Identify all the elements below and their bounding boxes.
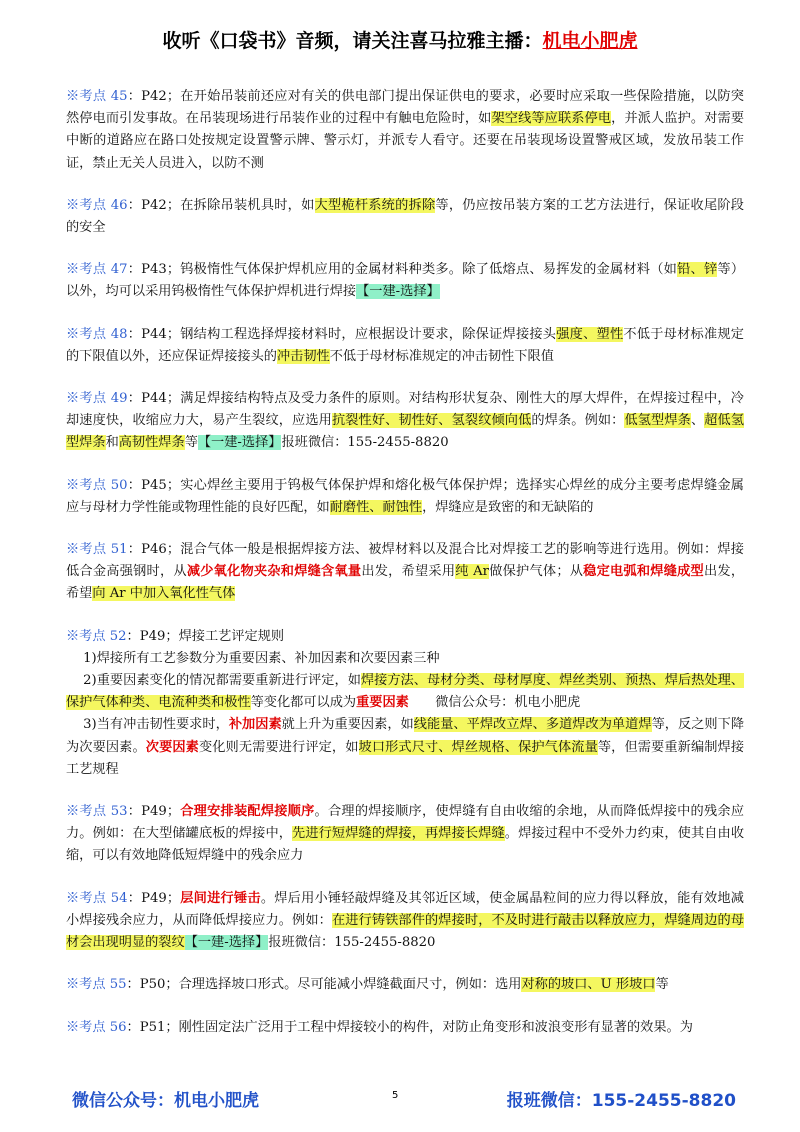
point-text: 1)焊接所有工艺参数分为重要因素、补加因素和次要因素三种 [83,650,440,666]
point-text: ：P44；钢结构工程选择焊接材料时，应根据设计要求，除保证焊接接头 [127,326,557,342]
point-text: ：P45；实心焊丝主要用于钨极气体保护焊和熔化极气体保护焊；选择实心焊丝的成分主要考虑焊缝金属应与母材力学性能或物理性能的良好匹配，如 [66,477,744,515]
exam-tag: 【一建-选择】 [184,935,269,951]
point-text: ：P42；在拆除吊装机具时，如 [127,197,315,213]
point-tag: ※考点 52 [66,628,127,644]
point-49 [66,388,744,455]
point-tag: ※考点 48 [66,326,128,342]
point-46 [66,195,744,239]
point-text: 等，但需要重新编制焊接工艺规程 [66,739,745,777]
highlight: 强度、塑性 [556,326,624,342]
content [66,86,744,1039]
red-emphasis: 补加因素 [228,717,282,733]
point-text: ：P43；钨极惰性气体保护焊机应用的金属材料种类多。除了低熔点、易挥发的金属材料（如 [127,262,678,278]
red-emphasis: 重要因素 [356,695,409,711]
point-tag: ※考点 51 [66,542,128,558]
red-emphasis: 次要因素 [145,739,199,755]
point-text: 和 [105,435,119,451]
point-tag: ※考点 47 [66,262,128,278]
point-text: 做保护气体；从 [488,564,584,580]
highlight: 架空线等应联系停电 [491,111,612,127]
point-text: 等 [184,435,198,451]
footer-wechat-account: 微信公众号：机电小肥虎 [72,1091,259,1111]
red-emphasis: 合理安排装配焊接顺序 [180,804,315,820]
header-title: 收听《口袋书》音频，请关注喜马拉雅主播： [162,30,543,52]
header-anchor: 机电小肥虎 [542,30,638,52]
highlight: 在进行铸铁部件的焊接时，不及时进行敲击以释放应力，焊缝周边的母材会出现明显的裂纹 [66,912,745,951]
point-text: 不低于母材标准规定的下限值以外，还应保证焊接接头的 [66,326,744,364]
highlight: 焊接方法、母材分类、母材厚度、焊丝类别、预热、焊后热处理、保护气体种类、电流种类和极性 [66,673,744,711]
exam-tag: 【一建-选择】 [197,435,282,451]
point-55 [66,974,744,996]
point-47 [66,259,744,303]
point-50 [66,475,744,519]
highlight: 耐磨性、耐蚀性 [329,499,423,515]
point-text: 报班微信：155-2455-8820 [281,435,449,451]
point-text: 2)重要因素变化的情况都需要重新进行评定，如 [83,673,361,689]
point-text: 的焊条。例如： [531,413,625,429]
highlight: 抗裂性好、韧性好、氢裂纹倾向低 [331,413,532,429]
point-text: 出发，希望采用 [361,564,456,580]
point-text: 变化则无需要进行评定，如 [198,739,359,755]
page-number: 5 [392,1090,399,1101]
point-text: ：P42；在开始吊装前还应对有关的供电部门提出保证供电的要求，必要时应采取一些保险措施，以防突然停电而引发事故。在吊装现场进行吊装作业的过程中有触电危险时，如 [66,89,744,127]
point-text: 、 [690,413,705,429]
point-text: 。焊后用小锤轻敲焊缝及其邻近区域，使金属晶粒间的应力得以释放，能有效地减小焊接残余应力，从而降低焊接应力。例如： [66,890,744,928]
point-tag: ※考点 46 [66,197,128,213]
exam-tag: 【一建-选择】 [356,284,440,300]
footer-contact: 报班微信：155-2455-8820 [506,1091,736,1111]
highlight: 大型桅杆系统的拆除 [314,197,436,213]
point-tag: ※考点 49 [66,391,128,407]
point-54 [66,888,744,955]
page-header [0,26,800,53]
highlight: 先进行短焊缝的焊接，再焊接长焊缝 [292,826,505,842]
page-footer [0,1086,800,1116]
point-text: 就上升为重要因素，如 [281,717,414,733]
point-text: 报班微信：155-2455-8820 [268,935,436,951]
highlight: 坡口形式尺寸、焊丝规格、保护气体流量 [358,739,598,755]
point-text: 。焊接过程中不受外力约束，使其自由收缩，可以有效地降低短焊缝中的残余应力 [66,826,745,864]
point-text: ：P49； [127,890,181,906]
point-tag: ※考点 54 [66,890,128,906]
point-text: ，并派人监护。对需要中断的道路应在路口处按规定设置警示牌、警示灯，并派专人看守。还要在吊装现场设置警戒区域，发放吊装工作证，禁止无关人员进入，以防不测 [66,111,745,171]
point-tag: ※考点 50 [66,477,128,493]
point-text: ：P49； [127,804,181,820]
point-53 [66,801,744,868]
highlight: 向 Ar 中加入氧化性气体 [92,586,236,602]
highlight: 对称的坡口、U 形坡口 [521,977,656,993]
point-text: ：P49；焊接工艺评定规则 [126,628,285,644]
rule-3 [66,714,744,781]
point-text: 等变化都可以成为 [250,695,357,711]
point-48 [66,324,744,368]
point-51 [66,539,744,606]
point-52 [66,626,744,781]
point-56 [66,1017,744,1039]
highlight: 铅、锌 [677,262,718,278]
red-emphasis: 层间进行锤击 [180,890,261,906]
point-text: 等 [655,977,669,993]
highlight: 低氢型焊条 [624,413,691,429]
highlight: 纯 Ar [455,564,489,580]
point-text: ，焊缝应是致密的和无缺陷的 [422,499,594,515]
point-text: 等，反之则下降为次要因素。 [66,717,745,755]
point-text: 等）以外，均可以采用钨极惰性气体保护焊机进行焊接 [66,262,745,300]
point-text: ：P44；满足焊接结构特点及受力条件的原则。对结构形状复杂、刚性大的厚大焊件，在焊接过程中，冷却速度快，收缩应力大，易产生裂纹，应选用 [66,391,744,429]
point-text: ：P46；混合气体一般是根据焊接方法、被焊材料以及混合比对焊接工艺的影响等进行选用。例如：焊接低合金高强钢时，从 [66,542,744,580]
highlight: 高韧性焊条 [118,435,185,451]
point-text: ：P51；刚性固定法广泛用于工程中焊接较小的构件，对防止角变形和波浪变形有显著的效果。为 [126,1019,693,1035]
point-52-title [66,626,744,648]
point-text: ：P50；合理选择坡口形式。尽可能减小焊缝截面尺寸，例如：选用 [126,977,522,993]
point-text: 出发，希望 [66,564,745,602]
point-tag: ※考点 56 [66,1019,127,1035]
point-text: 等，仍应按吊装方案的工艺方法进行，保证收尾阶段的安全 [66,197,744,236]
rule-2 [66,670,744,714]
red-emphasis: 减少氧化物夹杂和焊缝含氧量 [186,564,362,580]
highlight: 冲击韧性 [277,348,330,364]
point-tag: ※考点 53 [66,804,128,820]
highlight: 超低氢型焊条 [66,413,745,451]
point-45 [66,86,744,175]
point-text: 。合理的焊接顺序，使焊缝有自由收缩的余地，从而降低焊接中的残余应力。例如：在大型储罐底板的焊接中， [66,804,745,842]
point-tag: ※考点 45 [66,89,128,104]
point-text: 不低于母材标准规定的冲击韧性下限值 [329,348,554,364]
highlight: 线能量、平焊改立焊、多道焊改为单道焊 [413,717,652,733]
point-tag: ※考点 55 [66,977,127,993]
red-emphasis: 稳定电弧和焊缝成型 [583,564,704,580]
point-text: 微信公众号：机电小肥虎 [408,695,581,711]
rule-1 [66,648,744,670]
point-text: 3)当有冲击韧性要求时， [83,717,229,733]
